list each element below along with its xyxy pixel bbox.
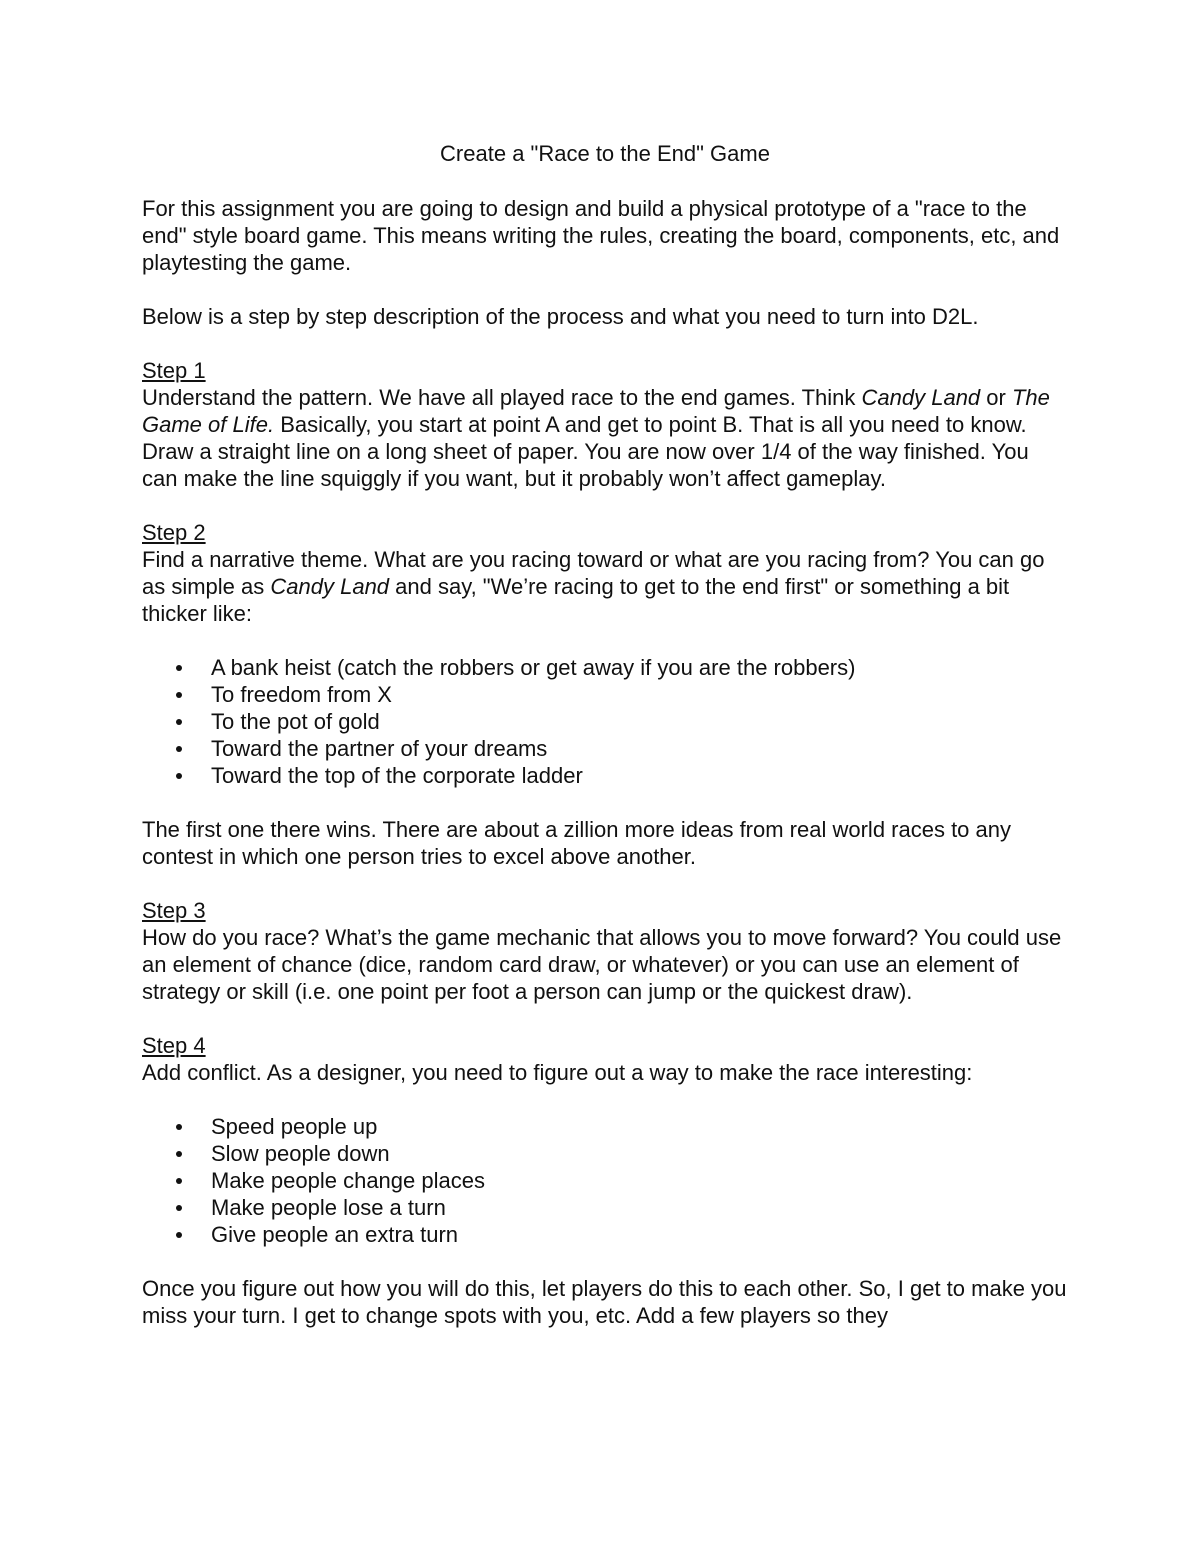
step-2-text-part: Find a narrative theme. What are you racing toward or what are you racing from? You can go as simple as bbox=[142, 547, 1045, 599]
step-3-heading: Step 3 bbox=[142, 898, 206, 923]
list-item: Slow people down bbox=[211, 1140, 1068, 1167]
list-item: A bank heist (catch the robbers or get away if you are the robbers) bbox=[211, 654, 1068, 681]
step-1-text-part: Basically, you start at point A and get to point B. That is all you need to know. Draw a straight line on a long sheet of paper. You are now over 1/4 of the way finished. You can make the line squiggly if you want, but it probably won’t affect gameplay. bbox=[142, 412, 1029, 491]
list-item: Give people an extra turn bbox=[211, 1221, 1068, 1248]
step-1-section bbox=[142, 357, 1068, 492]
list-item: To the pot of gold bbox=[211, 708, 1068, 735]
step-2-text-part: and say, "We’re racing to get to the end first" or something a bit thicker like: bbox=[142, 574, 1010, 626]
step-1-italic-title: Candy Land bbox=[861, 385, 981, 410]
list-item: Make people lose a turn bbox=[211, 1194, 1068, 1221]
step-3-section bbox=[142, 897, 1068, 1005]
list-item: To freedom from X bbox=[211, 681, 1068, 708]
document-title: Create a "Race to the End" Game bbox=[440, 141, 770, 166]
step-4-heading: Step 4 bbox=[142, 1033, 206, 1058]
step-2-italic-title: Candy Land bbox=[270, 574, 390, 599]
step-4-section bbox=[142, 1032, 1068, 1086]
list-item: Make people change places bbox=[211, 1167, 1068, 1194]
list-item: Speed people up bbox=[211, 1113, 1068, 1140]
theme-list bbox=[142, 654, 1068, 789]
step-4-text: Add conflict. As a designer, you need to figure out a way to make the race interesting: bbox=[142, 1060, 973, 1085]
step-1-heading: Step 1 bbox=[142, 358, 206, 383]
step-3-text: How do you race? What’s the game mechanic that allows you to move forward? You could use an element of chance (dice, random card draw, or whatever) or you can use an element of strategy or skill (i.e. one point per foot a person can jump or the quickest draw). bbox=[142, 925, 1062, 1004]
step-2-after-paragraph: The first one there wins. There are about a zillion more ideas from real world races to any contest in which one person tries to excel above another. bbox=[142, 817, 1011, 869]
step-4-after-paragraph: Once you figure out how you will do this, let players do this to each other. So, I get to make you miss your turn. I get to change spots with you, etc. Add a few players so they bbox=[142, 1276, 1067, 1328]
list-item: Toward the top of the corporate ladder bbox=[211, 762, 1068, 789]
list-item: Toward the partner of your dreams bbox=[211, 735, 1068, 762]
step-2-section bbox=[142, 519, 1068, 627]
intro-paragraph: For this assignment you are going to design and build a physical prototype of a "race to the end" style board game. This means writing the rules, creating the board, components, etc, and playtesting the game. bbox=[142, 196, 1060, 275]
instructions-paragraph: Below is a step by step description of the process and what you need to turn into D2L. bbox=[142, 304, 979, 329]
step-1-text-part: or bbox=[980, 385, 1012, 410]
step-2-heading: Step 2 bbox=[142, 520, 206, 545]
conflict-list bbox=[142, 1113, 1068, 1248]
step-1-italic-title: The Game of Life. bbox=[142, 385, 1050, 437]
step-1-text-part: Understand the pattern. We have all played race to the end games. Think bbox=[142, 385, 862, 410]
